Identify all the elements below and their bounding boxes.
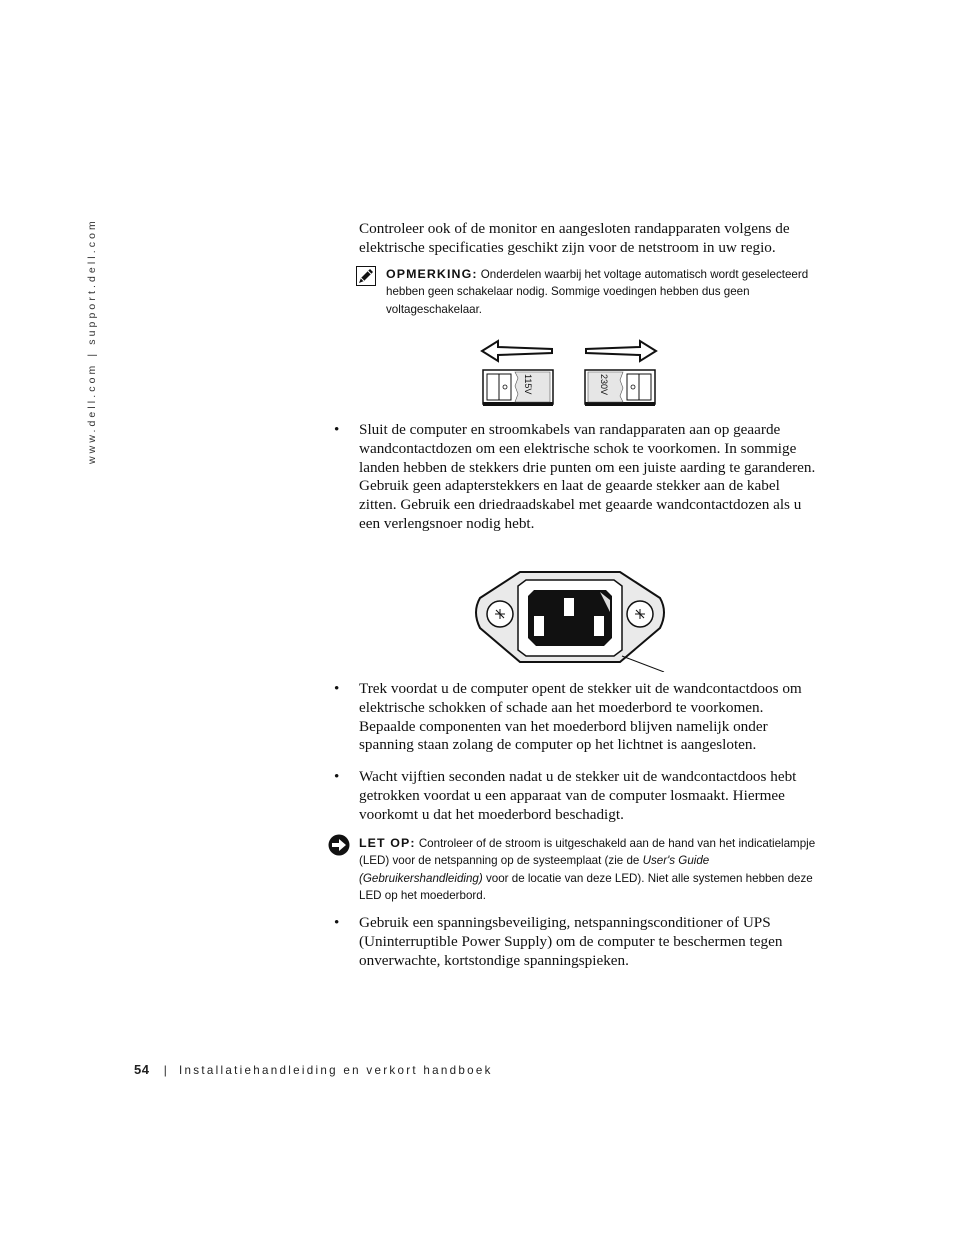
caution-text-after: voor de locatie van deze LED). Niet alle systemen hebben deze LED op het moederbord. [359, 871, 813, 902]
page-footer [134, 1062, 493, 1080]
caution-block [359, 835, 821, 904]
bullet-text: Gebruik een spanningsbeveiliging, netspanningsconditioner of UPS (Uninterruptible Power Supply) om de computer te beschermen tegen onverwachte, kortstondige spanningspieken. [359, 914, 783, 969]
intro-paragraph: Controleer ook of de monitor en aangesloten randapparaten volgens de elektrische specificaties geschikt zijn voor de netstroom in uw regio. [359, 220, 790, 256]
bullet-symbol: • [334, 680, 340, 697]
note-label: OPMERKING: [386, 267, 478, 281]
footer-title: Installatiehandleiding en verkort handboek [178, 1064, 493, 1077]
voltage-label-230v: 230V [599, 374, 609, 396]
switch-115v [483, 370, 553, 406]
right-screw-icon [627, 601, 653, 627]
note-text: Onderdelen waarbij het voltage automatisch wordt geselecteerd hebben geen schakelaar nodig. Sommige voedingen hebben dus geen voltageschakelaar. [386, 268, 809, 316]
bullet-symbol: • [334, 768, 340, 785]
left-screw-icon [487, 601, 513, 627]
bullet-text: Trek voordat u de computer opent de stekker uit de wandcontactdoos om elektrische schokken of schade aan het moederbord te voorkomen. Bepaalde componenten van het moederbord blijven namelijk onder spanning staan zolang de computer op het lichtnet is aangesloten. [359, 680, 802, 754]
switch-230v [585, 370, 655, 406]
caution-label: LET OP: [359, 836, 416, 850]
bullet-symbol: • [334, 421, 340, 438]
left-arrow-icon [482, 341, 552, 361]
bullet-text: Sluit de computer en stroomkabels van randapparaten aan op geaarde wandcontactdozen om een elektrische schok te voorkomen. In sommige landen hebben de stekkers drie punten om een juiste aarding te garanderen. Gebruik geen adapterstekkers en laat de geaarde stekker aan de kabel zitten. Gebruik een driedraadskabel met geaarde wandcontactdozen als u een verlengsnoer nodig hebt. [359, 421, 816, 532]
page-number: 54 [134, 1062, 150, 1077]
pencil-note-icon [356, 266, 376, 286]
voltage-switch-figure [478, 338, 660, 408]
voltage-label-115v: 115V [523, 374, 533, 395]
caution-guide-title: User's Guide (Gebruikershandleiding) [359, 854, 710, 885]
caution-text: Controleer of de stroom is uitgeschakeld aan de hand van het indicatielampje (LED) voor de netspanning op de systeemplaat (zie de [359, 837, 816, 868]
caution-arrow-icon [328, 834, 350, 856]
right-arrow-icon [586, 341, 656, 361]
power-connector-figure [472, 568, 668, 672]
footer-separator: | [163, 1064, 167, 1077]
bullet-symbol: • [334, 914, 340, 931]
note-block [386, 266, 816, 318]
sidebar-url: www.dell.com | support.dell.com [86, 218, 98, 464]
bullet-text: Wacht vijftien seconden nadat u de stekker uit de wandcontactdoos hebt getrokken voordat u een apparaat van de computer losmaakt. Hiermee voorkomt u dat het moederbord beschadigt. [359, 768, 797, 823]
